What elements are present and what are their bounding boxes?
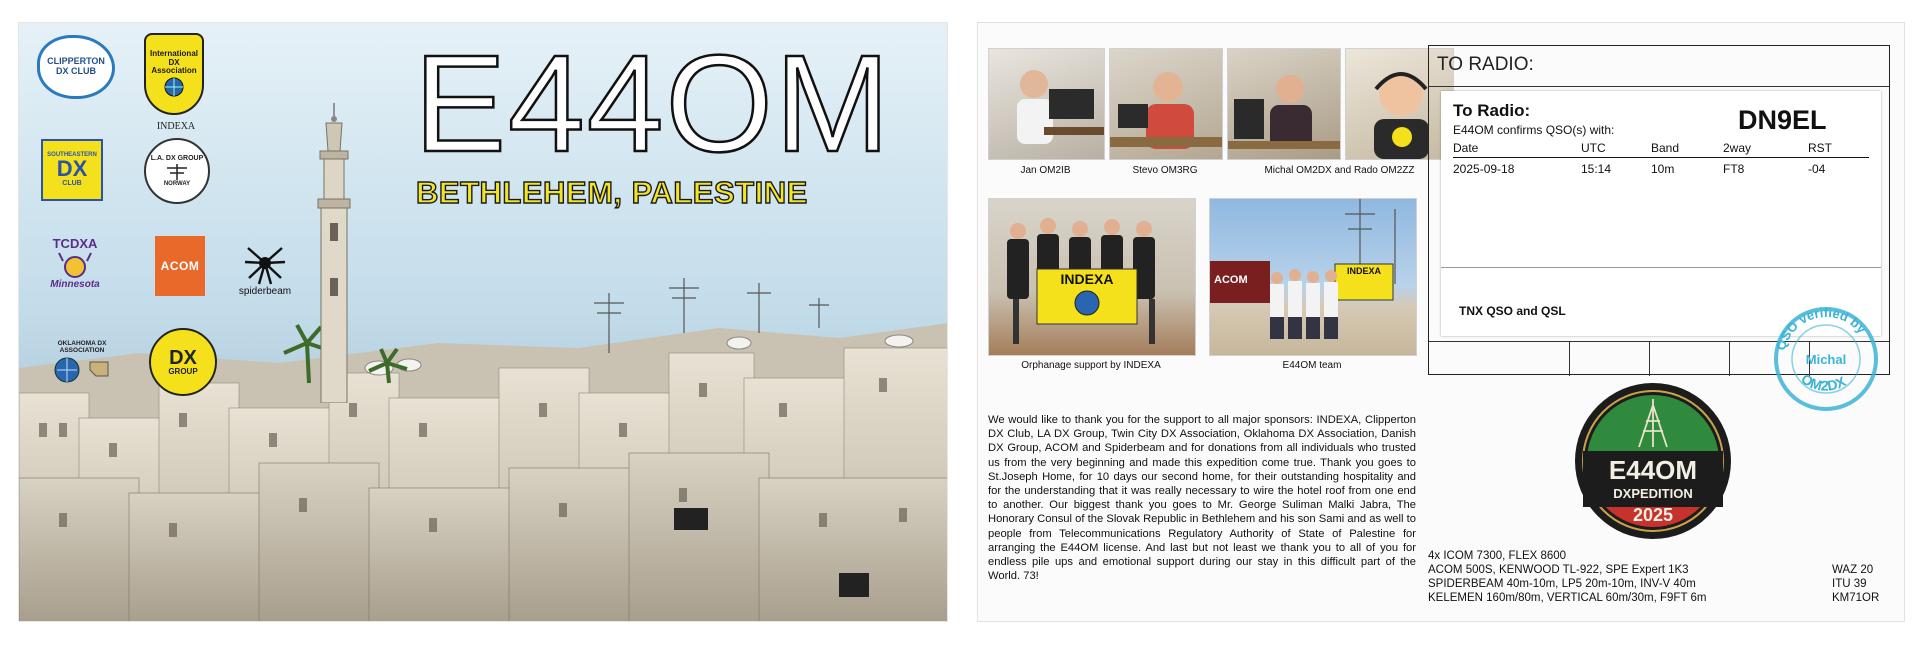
viking-icon bbox=[57, 251, 93, 279]
to-radio-header: TO RADIO: bbox=[1437, 54, 1534, 75]
indexa-banner-small-text: INDEXA bbox=[1346, 266, 1381, 276]
spiderbeam-logo bbox=[229, 233, 301, 303]
svg-text:QSO verified by bbox=[1773, 305, 1870, 352]
tnx-text: TNX QSO and QSL bbox=[1459, 304, 1566, 318]
photo-orphanage bbox=[988, 198, 1196, 356]
equipment-line-1: 4x ICOM 7300, FLEX 8600 bbox=[1428, 550, 1567, 562]
qsl-card-back bbox=[977, 22, 1905, 622]
globe-icon bbox=[161, 76, 187, 98]
cell-utc: 15:14 bbox=[1581, 162, 1612, 176]
col-2way: 2way bbox=[1723, 141, 1752, 155]
acom-logo-text: ACOM bbox=[160, 259, 200, 273]
danish-logo-group: GROUP bbox=[168, 366, 198, 376]
cell-mode: FT8 bbox=[1723, 162, 1745, 176]
cell-date: 2025-09-18 bbox=[1453, 162, 1515, 176]
badge-year: 2025 bbox=[1632, 505, 1674, 525]
equipment-line-3: SPIDERBEAM 40m-10m, LP5 20m-10m, INV-V 40m bbox=[1428, 578, 1696, 590]
location-subtitle: BETHLEHEM, PALESTINE bbox=[416, 175, 808, 210]
qso-label-sticker bbox=[1441, 91, 1881, 336]
southeastern-dx-club-logo bbox=[41, 139, 103, 201]
grid-vline-1 bbox=[1569, 341, 1570, 376]
caption-orphanage: Orphanage support by INDEXA bbox=[1021, 360, 1161, 371]
station-callsign: DN9EL bbox=[1738, 105, 1827, 135]
to-radio-label: To Radio: bbox=[1453, 101, 1531, 120]
col-rst: RST bbox=[1808, 141, 1832, 155]
stamp-top-text: QSO verified by bbox=[1773, 304, 1870, 352]
equipment-line-2: ACOM 500S, KENWOOD TL-922, SPE Expert 1K3 bbox=[1428, 564, 1689, 576]
col-band: Band bbox=[1651, 141, 1680, 155]
photo-team bbox=[1209, 198, 1417, 356]
callsign-title: E44OM bbox=[414, 27, 892, 181]
minaret-tower-illustration bbox=[304, 103, 364, 403]
col-utc: UTC bbox=[1581, 141, 1606, 155]
indexa-logo bbox=[144, 33, 204, 115]
waz-zone: WAZ 20 bbox=[1832, 564, 1874, 576]
equipment-line-4: KELEMEN 160m/80m, VERTICAL 60m/30m, F9FT 6m bbox=[1428, 592, 1707, 604]
la-dx-logo-bottom: NORWAY bbox=[163, 180, 191, 187]
badge-subtitle: DXPEDITION bbox=[1613, 486, 1693, 501]
photo-jan bbox=[988, 48, 1105, 160]
grid-vline-3 bbox=[1729, 341, 1730, 376]
grid-vline-2 bbox=[1649, 341, 1650, 376]
dxpedition-badge bbox=[1573, 381, 1733, 541]
badge-callsign: E44OM bbox=[1608, 455, 1698, 485]
indexa-caption: INDEXA bbox=[156, 121, 196, 132]
cell-band: 10m bbox=[1651, 162, 1675, 176]
globe-icon bbox=[52, 354, 112, 384]
indexa-banner-text: INDEXA bbox=[1060, 271, 1114, 287]
itu-zone: ITU 39 bbox=[1832, 578, 1867, 590]
cell-rst: -04 bbox=[1808, 162, 1826, 176]
la-dx-logo-text: L.A. DX GROUP bbox=[150, 154, 204, 162]
indexa-logo-text: International DX Association bbox=[149, 48, 198, 76]
acom-banner-text: ACOM bbox=[1214, 274, 1248, 286]
danish-logo-dx: DX bbox=[169, 346, 197, 369]
tcdxa-logo bbox=[41, 230, 109, 296]
label-divider bbox=[1441, 267, 1881, 268]
southeastern-logo-bottom: CLUB bbox=[62, 180, 82, 188]
danish-dx-group-logo bbox=[149, 328, 217, 396]
clipperton-dx-club-logo bbox=[37, 35, 115, 99]
header-divider bbox=[1429, 86, 1889, 87]
caption-jan: Jan OM2IB bbox=[1020, 165, 1071, 176]
la-dx-group-logo bbox=[144, 138, 210, 204]
qso-verified-stamp bbox=[1768, 301, 1883, 416]
tcdxa-logo-text: TCDXA bbox=[52, 236, 98, 251]
confirms-text: E44OM confirms QSO(s) with: bbox=[1453, 123, 1615, 137]
svg-text:OM2DX bbox=[1798, 370, 1848, 393]
antenna-tower-icon bbox=[162, 163, 192, 181]
stamp-name-text: Michal bbox=[1805, 352, 1847, 367]
oklahoma-dx-association-logo bbox=[41, 333, 123, 391]
caption-michal-rado: Michal OM2DX and Rado OM2ZZ bbox=[1264, 165, 1415, 176]
col-date: Date bbox=[1453, 141, 1479, 155]
acom-logo bbox=[155, 236, 205, 296]
stamp-bottom-text: OM2DX bbox=[1798, 370, 1849, 394]
caption-team: E44OM team bbox=[1282, 360, 1342, 371]
southeastern-logo-dx: DX bbox=[56, 156, 88, 182]
spider-icon bbox=[240, 240, 290, 286]
tcdxa-caption: Minnesota bbox=[50, 279, 100, 290]
photo-michal bbox=[1227, 48, 1341, 160]
qsl-card-front bbox=[18, 22, 948, 622]
caption-stevo: Stevo OM3RG bbox=[1132, 165, 1198, 176]
oklahoma-logo-text: OKLAHOMA DX ASSOCIATION bbox=[57, 339, 107, 354]
grid-locator: KM71OR bbox=[1832, 592, 1880, 604]
spiderbeam-logo-text: spiderbeam bbox=[238, 285, 292, 297]
clipperton-logo-text: CLIPPERTON DX CLUB bbox=[47, 56, 105, 76]
southeastern-logo-top: SOUTHEASTERN bbox=[47, 151, 97, 158]
sponsor-thanks-paragraph: We would like to thank you for the support to all major sponsors: INDEXA, Clipperton DX Club, LA DX Group, Twin City DX Association, Oklahoma DX Association, Danish DX Group, ACOM and Spiderbeam and for donations from all individuals who trusted us from the very beginning and made this expedition come true. Thank you goes to St.Joseph Home, for 10 days our second home, for their outstanding hospitality and for the understanding that it was really necessary to wire the hotel roof from one end to another. Our biggest thank you goes to Mr. George Suliman Malki Jabra, The Honorary Consul of the Slovak Republic in Bethlehem and his son Sami and as well to people from Telecommunications Regulatory Authority of State of Palestine for arranging the E44OM license. And last but not least we thank you to all of you for endless pile ups and emotional support during our stay in this difficult part of the World. 73! bbox=[988, 414, 1416, 583]
photo-stevo bbox=[1109, 48, 1223, 160]
label-header-underline bbox=[1453, 157, 1869, 158]
